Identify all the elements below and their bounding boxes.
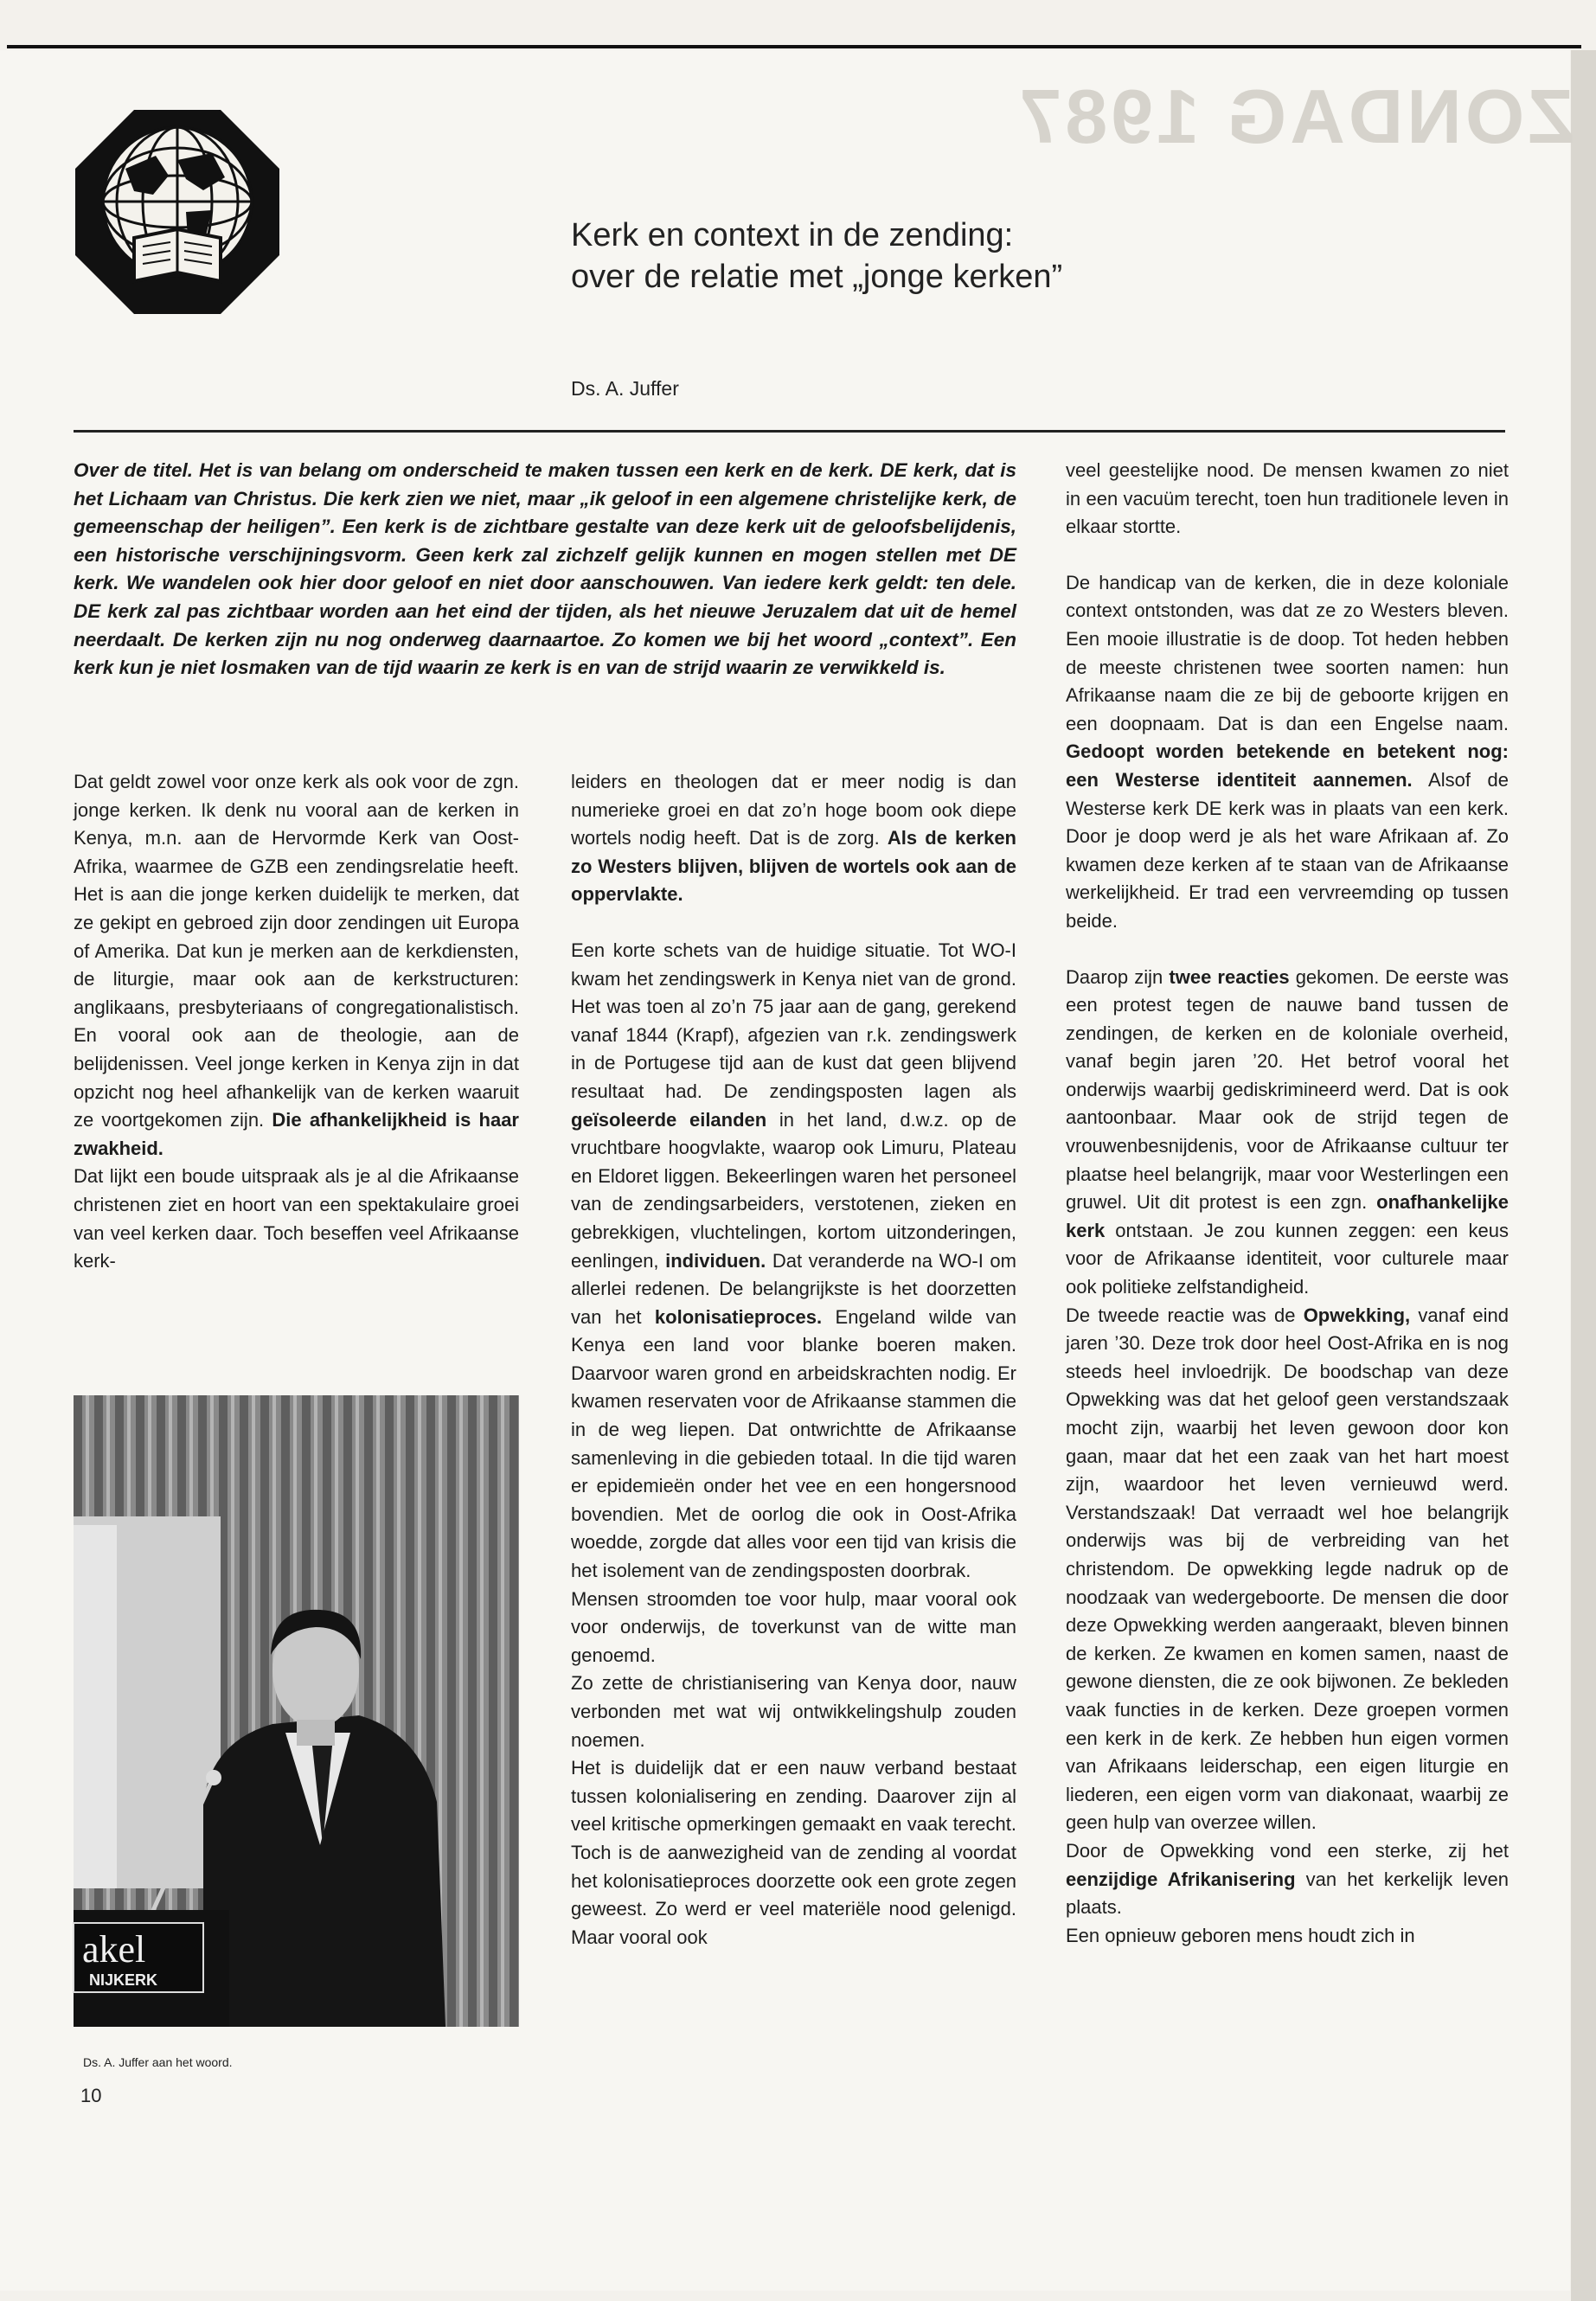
column-3 bbox=[1066, 457, 1509, 1950]
lectern-sign-text: akel bbox=[82, 1928, 146, 1971]
photo-illustration bbox=[74, 1395, 519, 2027]
article-title bbox=[571, 215, 1228, 298]
title-line-2: over de relatie met „jonge kerken” bbox=[571, 259, 1063, 295]
title-line-1: Kerk en context in de zending: bbox=[571, 217, 1014, 253]
col3-paragraph-6: Een opnieuw geboren mens houdt zich in bbox=[1066, 1924, 1415, 1946]
author-byline: Ds. A. Juffer bbox=[571, 377, 679, 400]
col2-paragraph-4: Zo zette de christianisering van Kenya door, nauw verbonden met wat wij ontwikkelingshulp zouden noemen. bbox=[571, 1672, 1016, 1751]
col2-paragraph-2: Een korte schets van de huidige situatie. Tot WO-I kwam het zendingswerk in Kenya niet van de grond. Het was toen al zo’n 75 jaar aan de gang, gerekend vanaf 1844 (Krapf), afgezien van r.k. zendingswerk in de Portugese tijd aan de kust dat geen blijvend resultaat had. De zendingsposten lagen als geïsoleerde eilanden in het land, d.w.z. op de vruchtbare hoogvlakte, waarop ook Limuru, Plateau en Eldoret liggen. Bekeerlingen waren het personeel van de zendingsarbeiders, verstotenen, zieken en gebrekkigen, vluchtelingen, kortom uitzonderingen, eenlingen, individuen. Dat veranderde na WO-I om allerlei redenen. De belangrijkste is het doorzetten van het kolonisatieproces. Engeland wilde van Kenya een land voor blanke boeren maken. Daarvoor waren grond en arbeidskrachten nodig. Er kwamen reservaten voor de Afrikaanse stammen die in de weg liepen. Dat ontwrichtte de Afrikaanse samenleving in die gebieden totaal. In die tijd waren er epidemieën onder het vee en een hongersnood bovendien. Met de oorlog die ook in Oost-Afrika woedde, zorgde dat alles voor een tijd van krisis die het isolement van de zendingsposten doorbrak. bbox=[571, 939, 1016, 1582]
col2-paragraph-5: Het is duidelijk dat er een nauw verband bestaat tussen kolonialisering en zending. Daarover zijn al veel kritische opmerkingen gemaakt en vaak terecht. Toch is de aanwezigheid van de zending al voordat het kolonisatieproces doorzette ook een grote zegen geweest. Zo werd er veel materiële nood gelenigd. Maar vooral ook bbox=[571, 1757, 1016, 1948]
column-1 bbox=[74, 768, 519, 1276]
col1-paragraph-1: Dat geldt zowel voor onze kerk als ook voor de zgn. jonge kerken. Ik denk nu vooral aan de kerken in Kenya, m.n. aan de Hervormde Kerk van Oost-Afrika, waarmee de GZB een zendingsrelatie heeft. Het is aan die jonge kerken duidelijk te merken, dat ze gekipt en gebroed zijn door zendingen uit Europa of Amerika. Dat kun je merken aan de kerkdiensten, de liturgie, maar ook aan de kerkstructuren: anglikaans, presbyteriaans of congregationalistisch. En vooral ook aan de theologie, aan de belijdenissen. Veel jonge kerken in Kenya zijn in dat opzicht nog heel afhankelijk van de kerken waaruit ze voortgekomen zijn. Die afhankelijkheid is haar zwakheid. bbox=[74, 771, 519, 1159]
column-2 bbox=[571, 768, 1016, 1952]
bleed-through-text: ZONDAG 1987 bbox=[1016, 74, 1574, 159]
col3-paragraph-5: Door de Opwekking vond een sterke, zij het eenzijdige Afrikanisering van het kerkelijk leven plaats. bbox=[1066, 1839, 1509, 1919]
col2-paragraph-3: Mensen stroomden toe voor hulp, maar vooral ook voor onderwijs, de toverkunst van de witte man genoemd. bbox=[571, 1587, 1016, 1666]
page-edge-shadow bbox=[1571, 50, 1596, 2301]
lectern-sign-subtext: NIJKERK bbox=[89, 1971, 158, 1989]
photo-caption: Ds. A. Juffer aan het woord. bbox=[83, 2055, 233, 2069]
top-border-line bbox=[7, 45, 1581, 48]
col3-paragraph-1: veel geestelijke nood. De mensen kwamen zo niet in een vacuüm terecht, toen hun traditionele leven in elkaar stortte. bbox=[1066, 459, 1509, 538]
col3-paragraph-4: De tweede reactie was de Opwekking, vanaf eind jaren ’30. Deze trok door heel Oost-Afrika en is nog steeds heel invloedrijk. De boodschap van deze Opwekking was dat het geloof geen verstandszaak mocht zijn, waarbij het leven gewoon door kon gaan, maar dat het een zaak van het hart moest zijn, waardoor het leven vernieuwd werd. Verstandszaak! Dat verraadt wel hoe belangrijk onderwijs was bij de verbreiding van het christendom. De opwekking legde nadruk op de noodzaak van wedergeboorte. De mensen die door deze Opwekking werden aangeraakt, bleven binnen de kerken. Ze kwamen en komen samen, naast de gewone diensten, die ze ook bijwonen. Ze bekleden vaak functies in de kerken. Deze groepen vormen een kerk in de kerk. Ze hebben hun eigen vormen van Afrikaans leiderschap, een eigen liturgie en liederen, een eigen vorm van diakonaat, waarbij ze geen hulp van overzee willen. bbox=[1066, 1304, 1509, 1834]
title-rule bbox=[74, 430, 1505, 433]
mission-globe-logo bbox=[74, 108, 281, 316]
col2-paragraph-1: leiders en theologen dat er meer nodig is dan numerieke groei en dat zo’n hoge boom ook diepe wortels nodig heeft. Dat is de zorg. Als de kerken zo Westers blijven, blijven de wortels ook aan de oppervlakte. bbox=[571, 771, 1016, 906]
speaker-photo bbox=[74, 1395, 519, 2027]
col3-paragraph-3: Daarop zijn twee reacties gekomen. De eerste was een protest tegen de nauwe band tussen de zendingen, de kerken en de koloniale overheid, vanaf begin jaren ’20. Het betrof vooral het onderwijs waarbij gediskrimineerd werd. Dat is ook aantoonbaar. Maar ook de strijd tegen de vrouwenbesnijdenis, voor de Afrikaanse cultuur ter plaatse heel belangrijk, maar voor Westerlingen een gruwel. Uit dit protest is een zgn. onafhankelijke kerk ontstaan. Je zou kunnen zeggen: een keus voor de Afrikaanse identiteit, voor culturele maar ook politieke zelfstandigheid. bbox=[1066, 965, 1509, 1298]
col3-paragraph-2: De handicap van de kerken, die in deze koloniale context ontstonden, was dat ze zo Westers bleven. Een mooie illustratie is de doop. Tot heden hebben de meeste christenen twee soorten namen: hun Afrikaanse naam die ze bij de geboorte krijgen en een doopnaam. Dat is dan een Engelse naam. Gedoopt worden betekende en betekent nog: een Westerse identiteit aannemen. Alsof de Westerse kerk DE kerk was in plaats van een kerk. Door je doop werd je als het ware Afrikaan af. Zo kwamen deze kerken af te staan van de Afrikaanse werkelijkheid. Er trad een vervreemding op tussen beide. bbox=[1066, 571, 1509, 932]
intro-paragraph: Over de titel. Het is van belang om onderscheid te maken tussen een kerk en de kerk. DE kerk, dat is het Lichaam van Christus. Die kerk zien we niet, maar „ik geloof in een algemene christelijke kerk, de gemeenschap der heiligen”. Een kerk is de zichtbare gestalte van deze kerk uit de geloofsbelijdenis, een historische verschijningsvorm. Geen kerk zal zichzelf gelijk kunnen en mogen stellen met DE kerk. We wandelen ook hier door geloof en niet door aanschouwen. Van iedere kerk geldt: ten dele. DE kerk zal pas zichtbaar worden aan het eind der tijden, als het nieuwe Jeruzalem dat uit de hemel neerdaalt. De kerken zijn nu nog onderweg daarnaartoe. Zo komen we bij het woord „context”. Een kerk kun je niet losmaken van de tijd waarin ze kerk is en van de strijd waarin ze verwikkeld is. bbox=[74, 459, 1016, 679]
col1-paragraph-2: Dat lijkt een boude uitspraak als je al die Afrikaanse christenen ziet en hoort van een spektakulaire groei van veel kerken daar. Toch beseffen veel Afrikaanse kerk- bbox=[74, 1165, 519, 1272]
page-number: 10 bbox=[80, 2085, 102, 2106]
